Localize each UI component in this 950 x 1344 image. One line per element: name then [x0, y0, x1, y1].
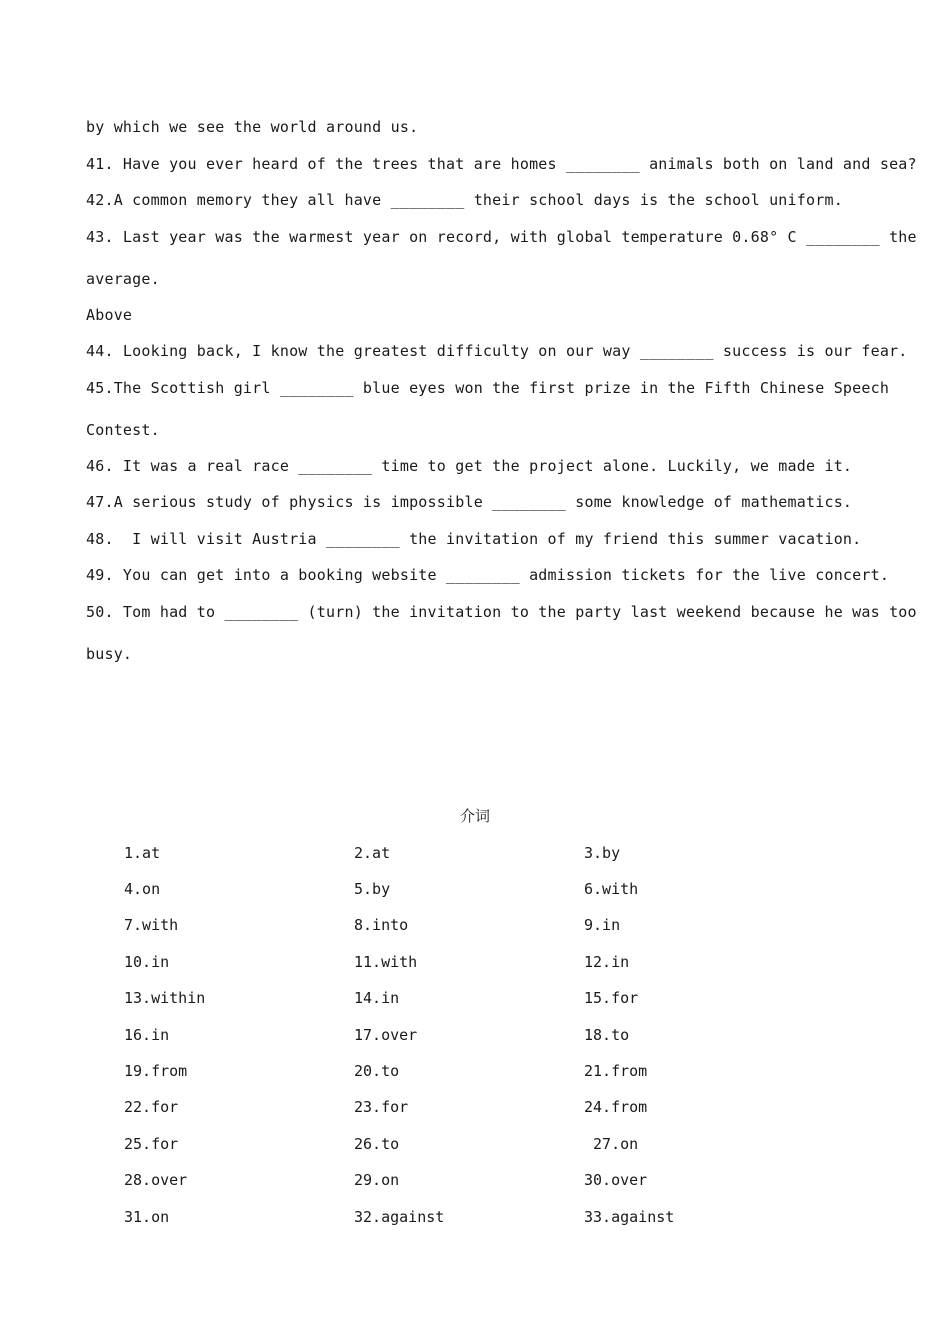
answer-item: 33.against: [584, 1208, 675, 1226]
answer-item: 4.on: [124, 880, 161, 898]
question-48: 48. I will visit Austria ________ the invitation of my friend this summer vacation.: [86, 530, 862, 548]
question-43: 43. Last year was the warmest year on record, with global temperature 0.68° C ________ the: [86, 228, 917, 246]
answer-hint-above: Above: [86, 306, 133, 324]
answer-item: 13.within: [124, 989, 206, 1007]
answer-item: 1.at: [124, 844, 161, 862]
question-50: 50. Tom had to ________ (turn) the invitation to the party last weekend because he was too: [86, 603, 917, 621]
question-line-40-continuation: by which we see the world around us.: [86, 118, 419, 136]
answer-key-heading: 介词: [459, 807, 490, 825]
question-46: 46. It was a real race ________ time to get the project alone. Luckily, we made it.: [86, 457, 853, 475]
answer-item: 20.to: [354, 1062, 400, 1080]
question-49: 49. You can get into a booking website ________ admission tickets for the live concert.: [86, 566, 890, 584]
answer-item: 12.in: [584, 953, 630, 971]
answer-item: 23.for: [354, 1098, 409, 1116]
question-43-continuation: average.: [86, 270, 160, 288]
answer-item: 22.for: [124, 1098, 179, 1116]
answer-item: 2.at: [354, 844, 391, 862]
answer-item: 19.from: [124, 1062, 188, 1080]
answer-item: 27.on: [584, 1135, 639, 1153]
answer-item: 30.over: [584, 1171, 648, 1189]
question-44: 44. Looking back, I know the greatest difficulty on our way ________ success is our fear.: [86, 342, 908, 360]
answer-item: 24.from: [584, 1098, 648, 1116]
answer-item: 5.by: [354, 880, 391, 898]
answer-item: 7.with: [124, 916, 179, 934]
answer-item: 9.in: [584, 916, 621, 934]
question-47: 47.A serious study of physics is impossible ________ some knowledge of mathematics.: [86, 493, 853, 511]
answer-item: 29.on: [354, 1171, 400, 1189]
answer-item: 26.to: [354, 1135, 400, 1153]
answer-item: 14.in: [354, 989, 400, 1007]
answer-item: 11.with: [354, 953, 418, 971]
answer-item: 21.from: [584, 1062, 648, 1080]
answer-item: 18.to: [584, 1026, 630, 1044]
answer-item: 25.for: [124, 1135, 179, 1153]
answer-item: 17.over: [354, 1026, 418, 1044]
answer-item: 31.on: [124, 1208, 170, 1226]
question-42: 42.A common memory they all have ________ their school days is the school uniform.: [86, 191, 843, 209]
answer-item: 32.against: [354, 1208, 445, 1226]
question-45: 45.The Scottish girl ________ blue eyes won the first prize in the Fifth Chinese Speech: [86, 379, 890, 397]
answer-item: 6.with: [584, 880, 639, 898]
question-50-continuation: busy.: [86, 645, 133, 663]
answer-item: 16.in: [124, 1026, 170, 1044]
answer-item: 8.into: [354, 916, 409, 934]
question-45-continuation: Contest.: [86, 421, 160, 439]
answer-item: 10.in: [124, 953, 170, 971]
answer-item: 3.by: [584, 844, 621, 862]
question-41: 41. Have you ever heard of the trees that are homes ________ animals both on land and sea?: [86, 155, 917, 173]
answer-item: 15.for: [584, 989, 639, 1007]
answer-item: 28.over: [124, 1171, 188, 1189]
